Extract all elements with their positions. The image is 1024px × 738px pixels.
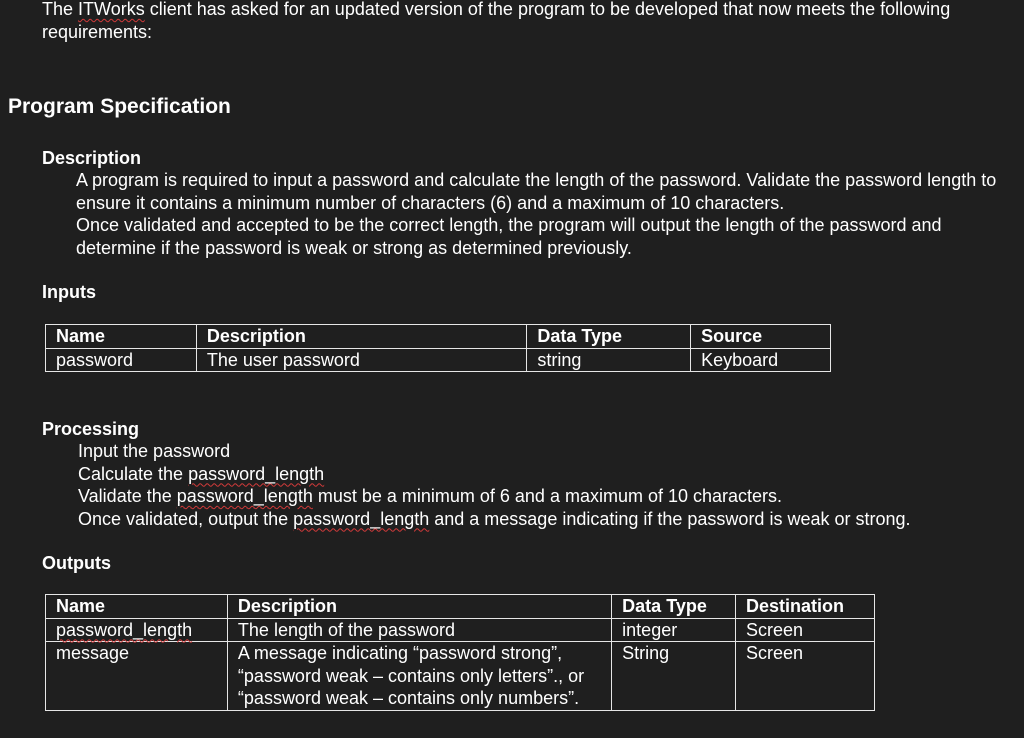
processing-heading: Processing xyxy=(42,419,140,439)
column-header-destination: Destination xyxy=(736,595,875,619)
column-header-source: Source xyxy=(691,325,831,349)
cell-data-type: integer xyxy=(612,618,736,642)
processing-step: Once validated, output the password_length and a message indicating if the password is weak or strong. xyxy=(78,508,911,529)
cell-destination: Screen xyxy=(736,618,875,642)
column-header-data-type: Data Type xyxy=(612,595,736,619)
description-heading: Description xyxy=(42,148,142,168)
processing-step: Calculate the password_length xyxy=(78,463,325,484)
variable-name: password_length xyxy=(188,463,325,484)
table-header-row xyxy=(46,325,831,349)
column-header-description: Description xyxy=(227,595,611,619)
cell-source: Keyboard xyxy=(691,348,831,372)
cell-name: password xyxy=(46,348,197,372)
description-paragraph-1: A program is required to input a password and calculate the length of the password. Validate the password length to ensure it contains a minimum number of characters (6) and a maximum of 10 characters. xyxy=(76,170,997,213)
variable-name: password_length xyxy=(176,486,313,506)
column-header-data-type: Data Type xyxy=(527,325,691,349)
cell-name: message xyxy=(46,642,228,711)
page-title: Program Specification xyxy=(8,95,231,118)
processing-step: Input the password xyxy=(78,441,231,461)
processing-steps xyxy=(78,440,1018,530)
outputs-heading: Outputs xyxy=(42,553,111,573)
description-paragraph-2: Once validated and accepted to be the correct length, the program will output the length of the password and determine if the password is weak or strong as determined previously. xyxy=(76,215,942,258)
column-header-name: Name xyxy=(46,325,197,349)
cell-destination: Screen xyxy=(736,642,875,711)
cell-description: A message indicating “password strong”, “password weak – contains only letters”., or “password weak – contains only numbers”. xyxy=(227,642,611,711)
cell-description: The length of the password xyxy=(227,618,611,642)
cell-description: The user password xyxy=(196,348,526,372)
cell-data-type: String xyxy=(612,642,736,711)
table-row xyxy=(46,348,831,372)
cell-name: password_length xyxy=(46,618,228,642)
table-row xyxy=(46,642,875,711)
variable-name: password_length xyxy=(293,508,430,529)
inputs-heading: Inputs xyxy=(42,282,96,302)
column-header-description: Description xyxy=(196,325,526,349)
processing-step: Validate the password_length must be a minimum of 6 and a maximum of 10 characters. xyxy=(78,486,783,506)
table-header-row xyxy=(46,595,875,619)
inputs-table xyxy=(45,324,831,372)
table-row xyxy=(46,618,875,642)
description-body xyxy=(76,169,1021,259)
column-header-name: Name xyxy=(46,595,228,619)
intro-paragraph: The ITWorks client has asked for an updated version of the program to be developed that now meets the following requirements: xyxy=(42,0,951,42)
outputs-table xyxy=(45,594,875,711)
cell-data-type: string xyxy=(527,348,691,372)
brand-name: ITWorks xyxy=(78,0,145,19)
